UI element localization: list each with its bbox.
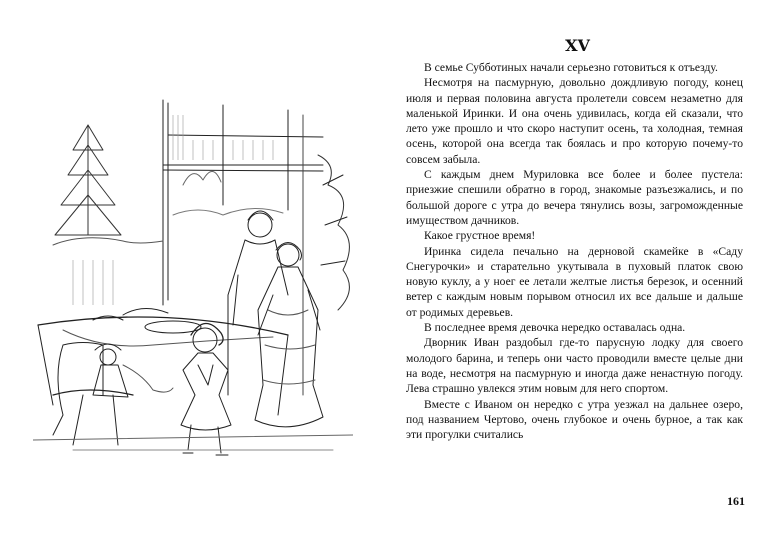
chapter-title: XV	[565, 36, 590, 55]
chapter-text	[406, 60, 743, 442]
paragraph: С каждым днем Муриловка все более и более пустела: приезжие спешили обратно в город, знакомые разъезжались, и по большой дороге с утра до вечера тянулись возы, загроможденные имуществом дачников.	[406, 168, 743, 227]
paragraph: Иринка сидела печально на дерновой скамейке в «Саду Снегурочки» и старательно укутывала в пуховый платок свою новую куклу, а у ноег ее летали желтые листья березок, и осенний ветер с каждым новым порывом относил их все дальше и дальше от родимых деревьев.	[406, 244, 743, 319]
paragraph: В семье Субботиных начали серьезно готовиться к отъезду.	[424, 61, 718, 74]
paragraph: Дворник Иван раздобыл где-то парусную лодку для своего молодого барина, и теперь они часто проводили вместе целые дни на воде, несмотря на пасмурную и иногда даже ненастную погоду. Лева страшно увлекся этим новым для него спортом.	[406, 336, 743, 396]
paragraph: В последнее время девочка нередко оставалась одна.	[424, 321, 686, 335]
page-number: 161	[727, 494, 745, 508]
illustration-family-at-window	[33, 95, 353, 460]
paragraph: Вместе с Иваном он нередко с утра уезжал на дальнее озеро, под названием Чертово, очень глубокое и очень бурное, а так как эти прогулки считались	[406, 397, 743, 442]
right-page	[385, 0, 770, 549]
paragraph: Несмотря на пасмурную, довольно дождливую погоду, конец июля и первая половина августа пролетели совсем незаметно для маленькой Иринки. И она очень удивилась, когда ей сказали, что лето уже прошло и что скоро наступит осень, та холодная, темная осень, которой она всегда так боялась и про которую почему-то совсем забыла.	[406, 76, 743, 166]
paragraph: Какое грустное время!	[424, 229, 536, 243]
